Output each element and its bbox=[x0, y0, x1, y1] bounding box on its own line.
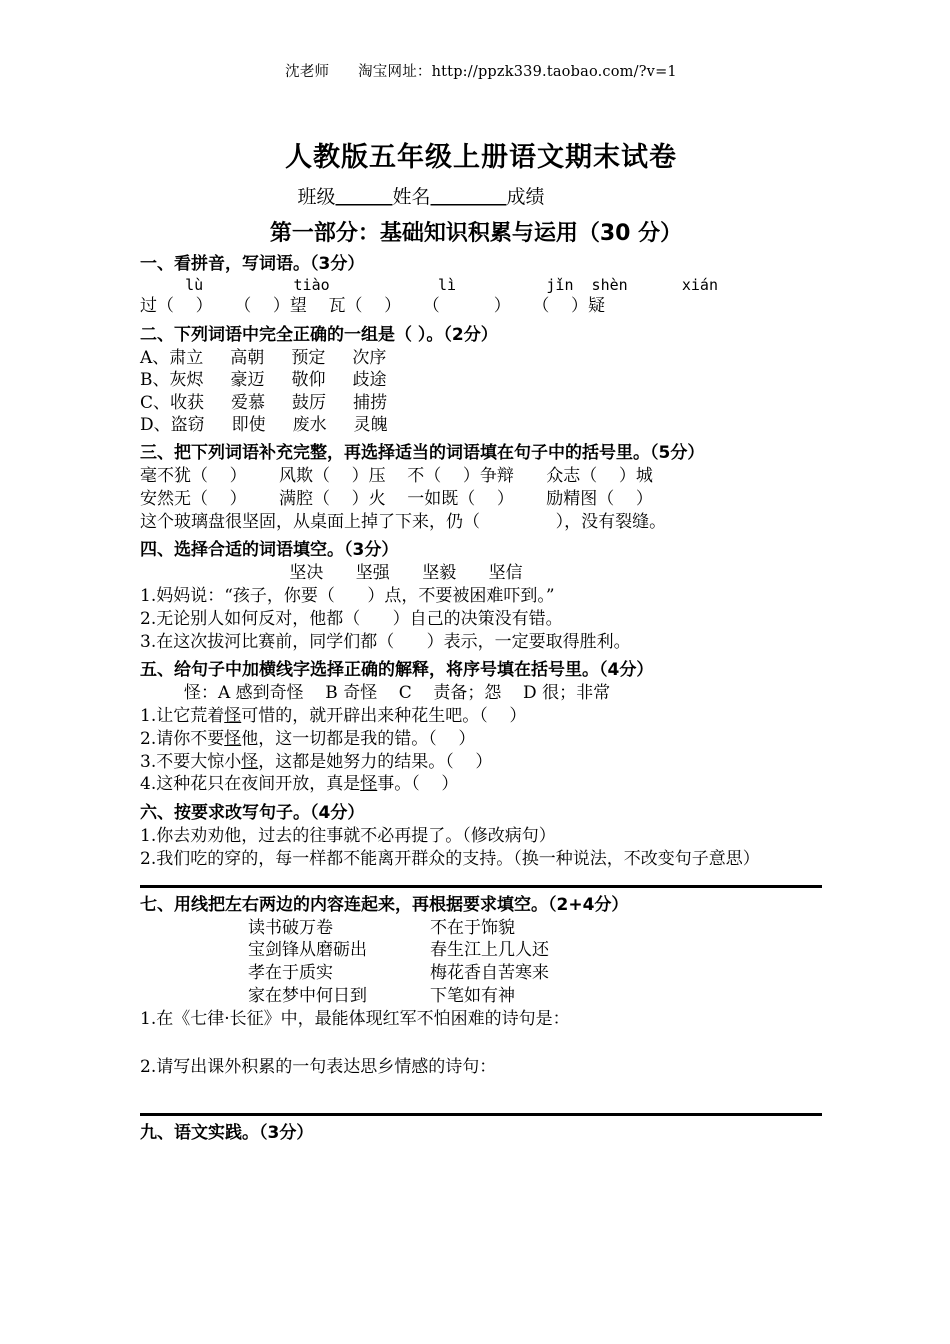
option-b[interactable]: B、灰烬 豪迈 敬仰 歧途 bbox=[140, 370, 387, 391]
section-nine-heading: 九、语文实践。（3分） bbox=[140, 1123, 314, 1144]
match-right-item[interactable]: 下笔如有神 bbox=[430, 985, 515, 1006]
match-row[interactable] bbox=[140, 962, 822, 985]
option-a[interactable]: A、肃立 高朝 预定 次序 bbox=[140, 348, 387, 369]
section-four-item-1[interactable]: 1.妈妈说：“孩子，你要（ ）点，不要被困难吓到。” bbox=[140, 586, 555, 607]
class-label: 班级 bbox=[297, 186, 336, 208]
section-seven-question-1[interactable]: 1.在《七律·长征》中，最能体现红军不怕困难的诗句是： bbox=[140, 1008, 570, 1029]
item-text-pre: 4.这种花只在夜间开放，真是 bbox=[140, 774, 361, 795]
item-text-post: 他，这一切都是我的错。（ ） bbox=[241, 728, 476, 749]
item-text-post: ，这都是她努力的结果。（ ） bbox=[258, 751, 493, 772]
section-three-idiom-row-2[interactable]: 安然无（ ） 满腔（ ）火 一如既（ ） 励精图（ ） bbox=[140, 488, 653, 509]
name-label: 姓名 bbox=[392, 186, 431, 208]
section-four-word-bank: 坚决 坚强 坚毅 坚信 bbox=[289, 563, 523, 584]
part-one-heading: 第一部分：基础知识积累与运用（30 分） bbox=[269, 221, 683, 246]
section-one-heading: 一、看拼音，写词语。（3分） bbox=[140, 254, 365, 274]
section-six-item-2[interactable]: 2.我们吃的穿的，每一样都不能离开群众的支持。（换一种说法，不改变句子意思） bbox=[140, 848, 760, 869]
section-five-item-1[interactable] bbox=[140, 705, 822, 728]
section-one-answer-row[interactable]: 过（ ） （ ）望 瓦（ ） （ ） （ ）疑 bbox=[140, 296, 605, 317]
underlined-char: 怪 bbox=[241, 751, 259, 772]
section-four-item-3[interactable]: 3.在这次拔河比赛前，同学们都（ ）表示，一定要取得胜利。 bbox=[140, 631, 631, 652]
divider-rule-top bbox=[140, 885, 822, 888]
match-left-item[interactable]: 宝剑锋从磨砺出 bbox=[248, 940, 367, 961]
section-seven-heading: 七、用线把左右两边的内容连起来，再根据要求填空。（2+4分） bbox=[140, 894, 629, 915]
match-right-item[interactable]: 春生江上几人还 bbox=[430, 940, 549, 961]
section-six-heading: 六、按要求改写句子。（4分） bbox=[140, 803, 365, 824]
section-three-sentence[interactable]: 这个玻璃盘很坚固，从桌面上掉了下来，仍（ ），没有裂缝。 bbox=[140, 511, 667, 532]
item-text-post: 事。（ ） bbox=[377, 774, 459, 795]
section-three-heading: 三、把下列词语补充完整，再选择适当的词语填在句子中的括号里。（5分） bbox=[140, 443, 705, 464]
section-five-item-3[interactable] bbox=[140, 751, 822, 774]
header-url: http://ppzk339.taobao.com/?v=1 bbox=[431, 64, 677, 80]
item-text-pre: 2.请你不要 bbox=[140, 728, 225, 749]
match-left-item[interactable]: 家在梦中何日到 bbox=[248, 985, 367, 1006]
match-row[interactable] bbox=[140, 985, 822, 1008]
section-five-item-4[interactable] bbox=[140, 773, 822, 796]
section-four-item-2[interactable]: 2.无论别人如何反对，他都（ ）自己的决策没有错。 bbox=[140, 608, 563, 629]
option-d[interactable]: D、盗窃 即使 废水 灵魄 bbox=[140, 414, 388, 435]
header-teacher: 沈老师 bbox=[285, 64, 330, 80]
student-info-line bbox=[140, 182, 822, 209]
item-text-pre: 3.不要大惊小 bbox=[140, 751, 242, 772]
section-two-heading: 二、下列词语中完全正确的一组是（ ）。（2分） bbox=[140, 325, 498, 346]
divider-rule-bottom bbox=[140, 1113, 822, 1116]
match-row[interactable] bbox=[140, 917, 822, 940]
score-label: 成绩 bbox=[506, 186, 545, 208]
section-four-heading: 四、选择合适的词语填空。（3分） bbox=[140, 540, 399, 561]
match-left-item[interactable]: 读书破万卷 bbox=[248, 917, 333, 938]
section-five-heading: 五、给句子中加横线字选择正确的解释，将序号填在括号里。（4分） bbox=[140, 660, 654, 681]
section-three-idiom-row-1[interactable]: 毫不犹（ ） 风欺（ ）压 不（ ）争辩 众志（ ）城 bbox=[140, 466, 653, 487]
underlined-char: 怪 bbox=[360, 774, 378, 795]
section-five-item-2[interactable] bbox=[140, 728, 822, 751]
option-c[interactable]: C、收获 爱慕 鼓厉 捕捞 bbox=[140, 392, 388, 413]
match-right-item[interactable]: 不在于饰貌 bbox=[430, 917, 515, 938]
underlined-char: 怪 bbox=[224, 706, 242, 727]
section-five-gloss: 怪：A 感到奇怪 B 奇怪 C 责备；怨 D 很；非常 bbox=[184, 683, 611, 704]
underlined-char: 怪 bbox=[224, 728, 242, 749]
answer-space-1[interactable] bbox=[140, 1030, 822, 1056]
section-seven-question-2[interactable]: 2.请写出课外积累的一句表达思乡情感的诗句： bbox=[140, 1057, 497, 1078]
class-blank[interactable]: ＿＿＿ bbox=[335, 186, 393, 208]
section-one-pinyin-row: lù tiào lì jǐn shèn xián bbox=[140, 275, 718, 294]
match-left-item[interactable]: 孝在于质实 bbox=[248, 963, 333, 984]
page-title: 人教版五年级上册语文期末试卷 bbox=[285, 142, 677, 173]
match-row[interactable] bbox=[140, 939, 822, 962]
match-right-item[interactable]: 梅花香自苦寒来 bbox=[430, 963, 549, 984]
name-blank[interactable]: ＿＿＿＿ bbox=[430, 186, 507, 208]
section-six-item-1[interactable]: 1.你去劝劝他，过去的往事就不必再提了。（修改病句） bbox=[140, 826, 556, 847]
item-text-post: 可惜的，就开辟出来种花生吧。（ ） bbox=[241, 706, 527, 727]
item-text-pre: 1.让它荒着 bbox=[140, 706, 225, 727]
header-shop-label: 淘宝网址： bbox=[358, 64, 432, 80]
page-header bbox=[140, 0, 822, 81]
